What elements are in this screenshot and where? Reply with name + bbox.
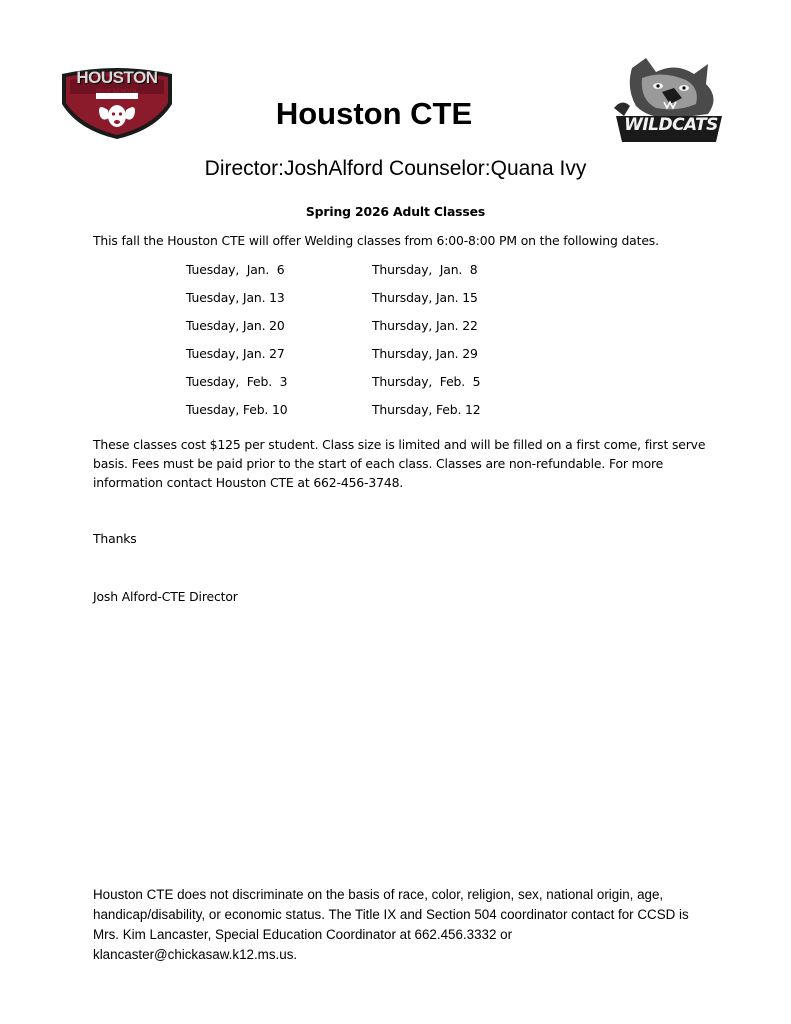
thursday-date: Thursday, Jan. 15 [372, 290, 478, 305]
logo-houston-text: HOUSTON [76, 68, 158, 87]
tuesday-date: Tuesday, Jan. 20 [186, 318, 285, 333]
staff-line: Director:JoshAlford Counselor:Quana Ivy [204, 157, 587, 180]
tuesday-date: Tuesday, Feb. 10 [186, 402, 288, 417]
signature: Josh Alford-CTE Director [93, 589, 238, 604]
thursday-date: Thursday, Jan. 29 [372, 346, 478, 361]
tuesday-date: Tuesday, Jan. 13 [186, 290, 285, 305]
tuesday-date: Tuesday, Jan. 6 [186, 262, 285, 277]
cost-paragraph: These classes cost $125 per student. Class size is limited and will be filled on a first come, first serve basis. Fees must be paid prior to the start of each class. Classes are non-refundable. For more information contact Houston CTE at 662-456-3748. [93, 437, 706, 490]
intro-paragraph: This fall the Houston CTE will offer Welding classes from 6:00-8:00 PM on the following dates. [93, 233, 659, 248]
thursday-date: Thursday, Jan. 8 [372, 262, 478, 277]
page-title: Houston CTE [275, 96, 473, 131]
closing-text: Thanks [93, 531, 137, 546]
thursday-date: Thursday, Jan. 22 [372, 318, 478, 333]
tuesday-date: Tuesday, Jan. 27 [186, 346, 285, 361]
thursday-date: Thursday, Feb. 5 [372, 374, 481, 389]
thursday-date: Thursday, Feb. 12 [372, 402, 481, 417]
tuesday-date: Tuesday, Feb. 3 [186, 374, 288, 389]
nondiscrimination-notice: Houston CTE does not discriminate on the basis of race, color, religion, sex, national origin, age, handicap/disability, or economic status. The Title IX and Section 504 coordinator contact for CCSD is Mrs. Kim Lancaster, Special Education Coordinator at 662.456.3332 or klancaster@chickasaw.k12.ms.us. [93, 887, 689, 962]
logo-high-school-text: HIGH SCHOOL [95, 89, 139, 95]
section-heading: Spring 2026 Adult Classes [305, 204, 486, 219]
logo-wildcats-text: WILDCATS [624, 115, 718, 135]
